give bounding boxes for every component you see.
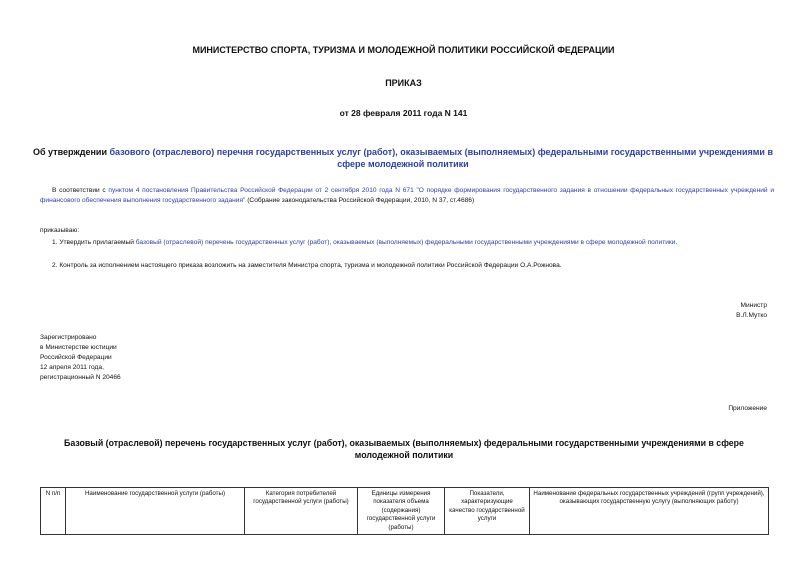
subject-prefix: Об утверждении — [33, 147, 110, 157]
order-item-2: 2. Контроль за исполнением настоящего приказа возложить на заместителя Министра спорта, туризма и молодежной политики Российской Федерации О.А.Рожнова. — [52, 262, 562, 269]
signature-block — [736, 301, 767, 321]
preamble-link[interactable]: пунктом 4 постановления Правительства Российской Федерации от 2 сентября 2010 года N 671 "О порядке формирования государственного задания в отношении федеральных государственных учреждений и финансового обеспечения выполнения государственного задания" — [40, 187, 774, 204]
base-list-title: Базовый (отраслевой) перечень государственных услуг (работ), оказываемых (выполняемых) федеральными государственными учреждениями в сфере молодежной политики — [64, 438, 744, 460]
registration-line: регистрационный N 20466 — [40, 374, 121, 381]
registration-line: Российской Федерации — [40, 354, 112, 361]
col-number-header: N п/п — [41, 488, 66, 535]
services-table — [40, 487, 769, 535]
col-institutions-header: Наименование федеральных государственных учреждений (групп учреждений), оказывающих государственную услугу (выполняющих работу) — [530, 488, 769, 535]
document-type: ПРИКАЗ — [385, 78, 422, 88]
col-service-name-header: Наименование государственной услуги (работы) — [66, 488, 245, 535]
subject-link[interactable]: базового (отраслевого) перечня государственных услуг (работ), оказываемых (выполняемых) федеральными государственными учреждениями в сфере молодежной политики — [109, 147, 773, 169]
item1-prefix: 1. Утвердить прилагаемый — [52, 239, 136, 246]
ministry-heading: МИНИСТЕРСТВО СПОРТА, ТУРИЗМА И МОЛОДЕЖНОЙ ПОЛИТИКИ РОССИЙСКОЙ ФЕДЕРАЦИИ — [192, 45, 615, 55]
signature-title: Министр — [740, 302, 767, 309]
col-units-header: Единицы измерения показателя объема (содержания) государственной услуги (работы) — [358, 488, 445, 535]
registration-line: 12 апреля 2011 года, — [40, 364, 104, 371]
document-subject — [32, 146, 774, 170]
order-item-1 — [52, 239, 677, 246]
preamble-text: В соответствии с — [52, 187, 109, 194]
table-header-row — [41, 488, 769, 535]
appendix-label: Приложение — [728, 405, 767, 412]
signature-name: В.Л.Мутко — [736, 312, 767, 319]
item1-suffix: . — [675, 239, 678, 246]
col-consumers-header: Категория потребителей государственной услуги (работы) — [245, 488, 358, 535]
item1-link[interactable]: базовый (отраслевой) перечень государственных услуг (работ), оказываемых (выполняемых) федеральными государственными учреждениями в сфере молодежной политики — [135, 239, 676, 246]
document-date: от 28 февраля 2011 года N 141 — [339, 108, 468, 118]
order-word: приказываю: — [40, 227, 80, 234]
col-quality-header: Показатели, характеризующие качество государственной услуги — [445, 488, 530, 535]
registration-line: в Министерстве юстиции — [40, 344, 117, 351]
preamble-source: (Собрание законодательства Российской Федерации, 2010, N 37, ст.4686) — [245, 197, 475, 204]
preamble-paragraph — [40, 186, 774, 206]
registration-block — [40, 333, 121, 383]
registration-line: Зарегистрировано — [40, 334, 97, 341]
